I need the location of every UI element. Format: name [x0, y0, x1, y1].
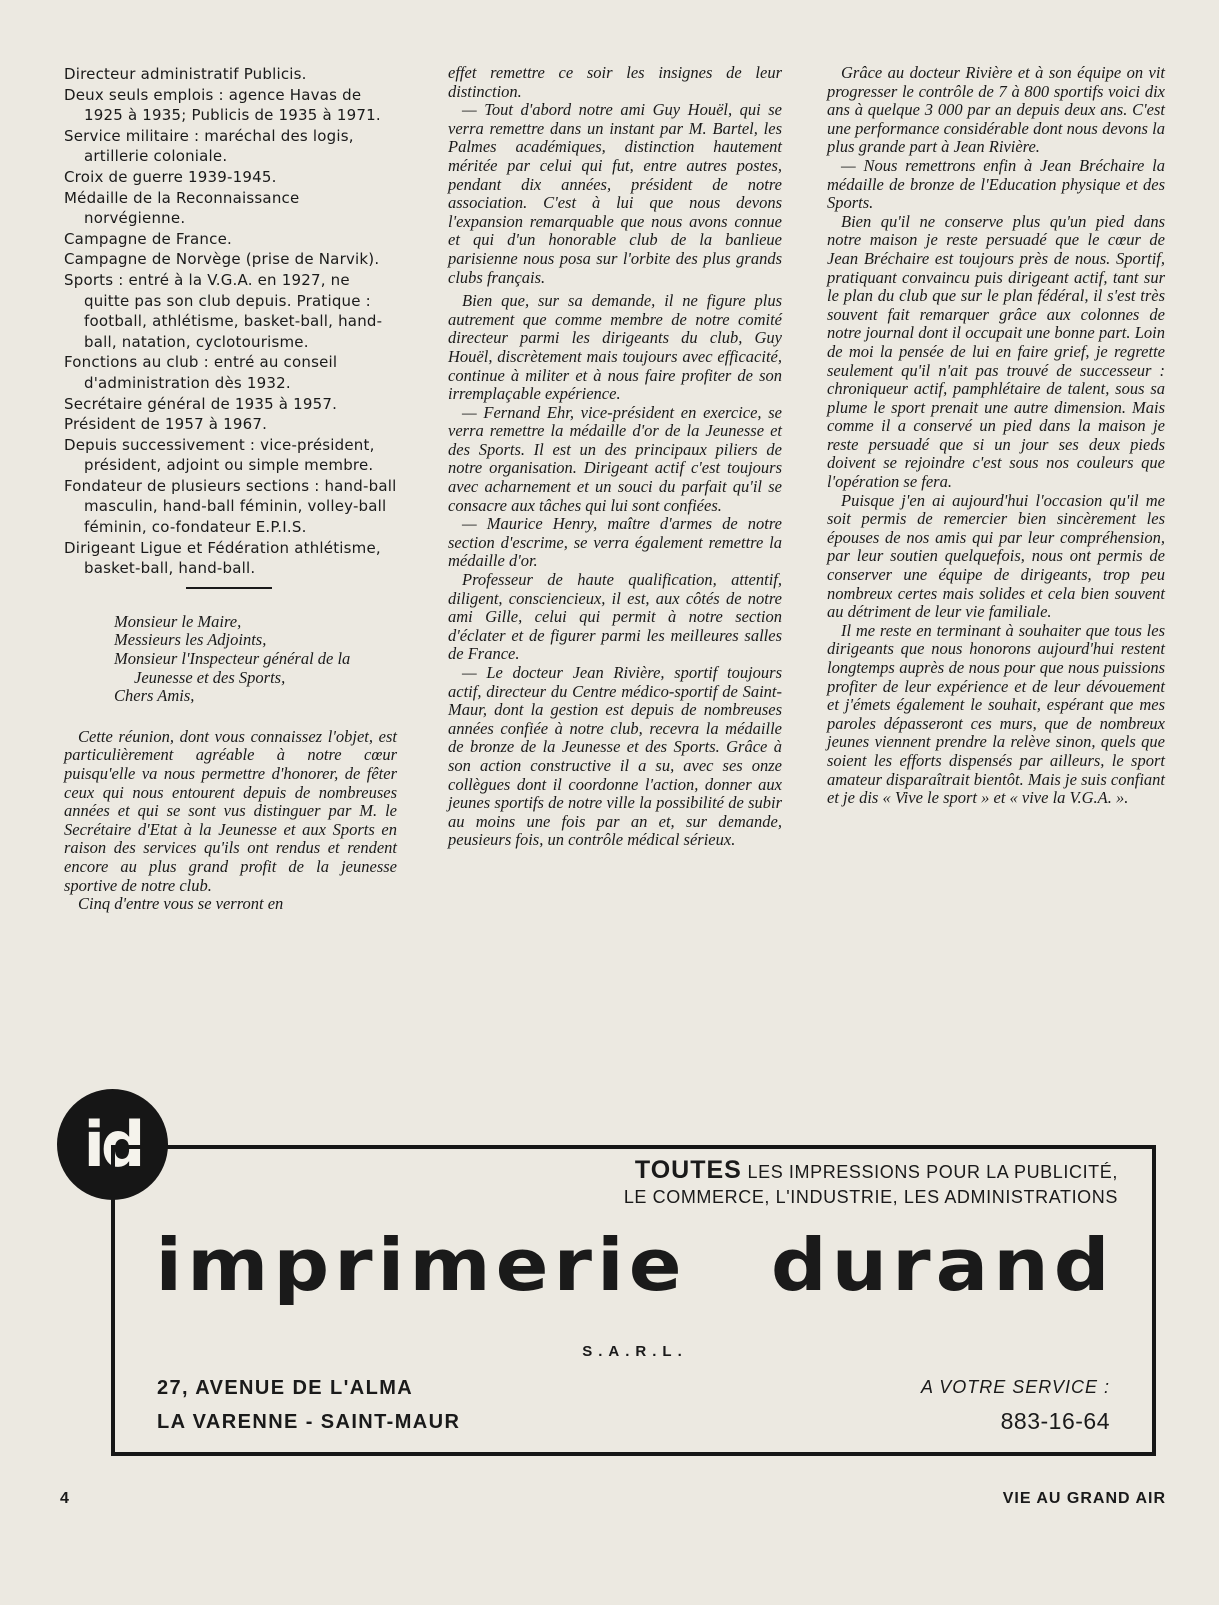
biography-list	[64, 64, 397, 579]
bio-entry: Dirigeant Ligue et Fédération athlétisme, basket-ball, hand-ball.	[64, 538, 381, 578]
paragraph: — Nous remettrons enfin à Jean Bréchaire la médaille de bronze de l'Education physique et des Sports.	[827, 155, 1165, 213]
paragraph: Il me reste en terminant à souhaiter que tous les dirigeants que nous honorons aujourd'hui restent longtemps auprès de nous pour que nous puissions profiter de leur expérience et de leur dévouement et j'émets également le souhait, espérant que mes paroles dépasseront ces murs, que de nombreux jeunes viennent prendre la relève sinon, quels que soient les efforts dispensés par ailleurs, le sport amateur disparaîtrait bientôt. Mais je suis confiant et je dis « Vive le sport » et « vive la V.G.A. ».	[827, 620, 1165, 808]
paragraph: — Fernand Ehr, vice-président en exercice, se verra remettre la médaille d'or de la Jeunesse et des Sports. Il est un des principaux piliers de notre organisation. Dirigeant actif c'est toujours avec acharnement et un souci du parfait qu'il se consacre aux tâches qui lui sont confiées.	[448, 402, 782, 515]
bio-entry: Campagne de Norvège (prise de Narvik).	[64, 250, 380, 269]
column-middle	[448, 64, 782, 850]
ad-headline-line2: LE COMMERCE, L'INDUSTRIE, LES ADMINISTRATIONS	[623, 1187, 1118, 1207]
paragraph: — Tout d'abord notre ami Guy Houël, qui se verra remettre dans un instant par M. Bartel, les Palmes académiques, distinction hautement méritée par celui qui fut, entre autres postes, pendant dix années, président de notre association. C'est à lui que nous devons l'expansion remarquable que nous avons connue et qui d'un honorable club de la banlieue parisienne nous posa sur l'orbite des plus grands clubs français.	[448, 100, 782, 287]
salutation-line: Monsieur le Maire,	[114, 611, 242, 631]
column-right	[827, 64, 1165, 808]
ad-company-type: S.A.R.L.	[582, 1343, 688, 1360]
bio-entry: Médaille de la Reconnaissance norvégienne.	[64, 188, 300, 228]
ad-phone-number: 883-16-64	[1000, 1408, 1110, 1434]
bio-entry: Croix de guerre 1939-1945.	[64, 167, 277, 186]
ad-headline	[635, 1156, 1118, 1185]
paragraph: Cinq d'entre vous se verront en	[78, 894, 284, 914]
id-logo: id	[57, 1089, 168, 1200]
bio-entry: Secrétaire général de 1935 à 1957.	[64, 394, 338, 413]
advertisement	[111, 1145, 1156, 1456]
bio-entry: Fondateur de plusieurs sections : hand-ball masculin, hand-ball féminin, volley-ball féminin, co-fondateur E.P.I.S.	[64, 476, 397, 537]
bio-entry: Service militaire : maréchal des logis, artillerie coloniale.	[64, 126, 354, 166]
paragraph: effet remettre ce soir les insignes de leur distinction.	[448, 63, 782, 101]
paragraph: — Maurice Henry, maître d'armes de notre section d'escrime, se verra également remettre la médaille d'or.	[448, 514, 782, 571]
bio-entry: Sports : entré à la V.G.A. en 1927, ne quitte pas son club depuis. Pratique : football, athlétisme, basket-ball, hand-ball, natation, cyclotourisme.	[64, 270, 383, 351]
ad-headline-emphasis: TOUTES	[634, 1156, 742, 1184]
page-number: 4	[60, 1490, 69, 1507]
bio-entry: Campagne de France.	[64, 229, 232, 248]
ad-address-street: 27, AVENUE DE L'ALMA	[157, 1377, 414, 1399]
salutation	[114, 613, 397, 706]
bio-entry: Depuis successivement : vice-président, président, adjoint ou simple membre.	[64, 435, 375, 475]
paragraph: Bien que, sur sa demande, il ne figure plus autrement que comme membre de notre comité directeur parmi les dirigeants du club, Guy Houël, discrètement mais toujours avec efficacité, continue à militer et à nous faire profiter de son irremplaçable expérience.	[448, 291, 782, 404]
ad-service-label: A VOTRE SERVICE :	[920, 1377, 1110, 1397]
ad-company-name: imprimerie durand	[155, 1224, 1115, 1308]
bio-entry: Président de 1957 à 1967.	[64, 415, 268, 434]
salutation-line: Chers Amis,	[114, 686, 195, 706]
bio-entry: Deux seuls emplois : agence Havas de 1925 à 1935; Publicis de 1935 à 1971.	[64, 85, 381, 125]
ad-address-city: LA VARENNE - SAINT-MAUR	[157, 1411, 461, 1433]
ad-headline-rest: LES IMPRESSIONS POUR LA PUBLICITÉ,	[747, 1162, 1118, 1182]
paragraph: Cette réunion, dont vous connaissez l'objet, est particulièrement agréable à notre cœur puisqu'elle va nous permettre d'honorer, de fêter ceux qui nous entourent depuis de nombreuses années et qui se sont vus distinguer par M. le Secrétaire d'Etat à la Jeunesse et aux Sports en raison des services qu'ils ont rendus et rendent encore au plus grand profit de la jeunesse sportive de notre club.	[64, 726, 397, 895]
paragraph: — Le docteur Jean Rivière, sportif toujours actif, directeur du Centre médico-sportif de Saint-Maur, dont la gestion est depuis de nombreuses années confiée à notre club, recevra la médaille de bronze de la Jeunesse et des Sports. Grâce à son action constructive il a su, avec ses onze collègues dont il coordonne l'action, donner aux jeunes sportifs de notre ville la possibilité de subir au moins une fois par an et, sur demande, peusieurs fois, un contrôle médical sérieux.	[448, 663, 782, 850]
paragraph: Professeur de haute qualification, attentif, diligent, consciencieux, il est, aux côtés de notre ami Gille, celui qui permit à notre section d'éclater et de figurer parmi les meilleures salles de France.	[448, 570, 782, 664]
paragraph: Bien qu'il ne conserve plus qu'un pied dans notre maison je reste persuadé que le cœur de Jean Bréchaire est toujours près de nous. Sportif, pratiquant convaincu puis dirigeant actif, tant sur le plan du club que sur le plan fédéral, il s'est très souvent fait remarquer grâce aux colonnes de notre journal dont il occupait une bonne part. Loin de moi la pensée de lui en faire grief, je regrette seulement qu'il n'ait pas trouvé de successeur : chroniqueur actif, pamphlétaire de talent, sous sa plume le sport prenait une autre dimension. Mais comme il a conservé un pied dans la maison je reste persuadé que si un jour ses deux pieds doivent se rejoindre c'est sous nos couleurs que l'opération se fera.	[827, 211, 1165, 492]
bio-entry: Fonctions au club : entré au conseil d'administration dès 1932.	[64, 353, 338, 392]
salutation-line: Monsieur l'Inspecteur général de la Jeunesse et des Sports,	[114, 649, 351, 687]
section-divider	[186, 587, 272, 589]
paragraph: Puisque j'en ai aujourd'hui l'occasion qu'il me soit permis de remercier bien sincèrement les épouses de nos amis qui par leur compréhension, par leur soutien quelquefois, nous ont permis de conserver une équipe de dirigeants, trop peu nombreux certes mais solides et cela bien souvent au détriment de leur vie familiale.	[827, 490, 1165, 622]
magazine-title: VIE AU GRAND AIR	[1002, 1490, 1166, 1507]
salutation-line: Messieurs les Adjoints,	[114, 630, 267, 650]
bio-entry: Directeur administratif Publicis.	[64, 65, 307, 83]
paragraph: Grâce au docteur Rivière et à son équipe on vit progresser le contrôle de 7 à 800 sportifs voici dix ans à quelque 3 000 par an depuis deux ans. C'est une performance considérable dont nous devons la plus grande part à Jean Rivière.	[827, 63, 1165, 157]
column-left	[64, 64, 397, 914]
